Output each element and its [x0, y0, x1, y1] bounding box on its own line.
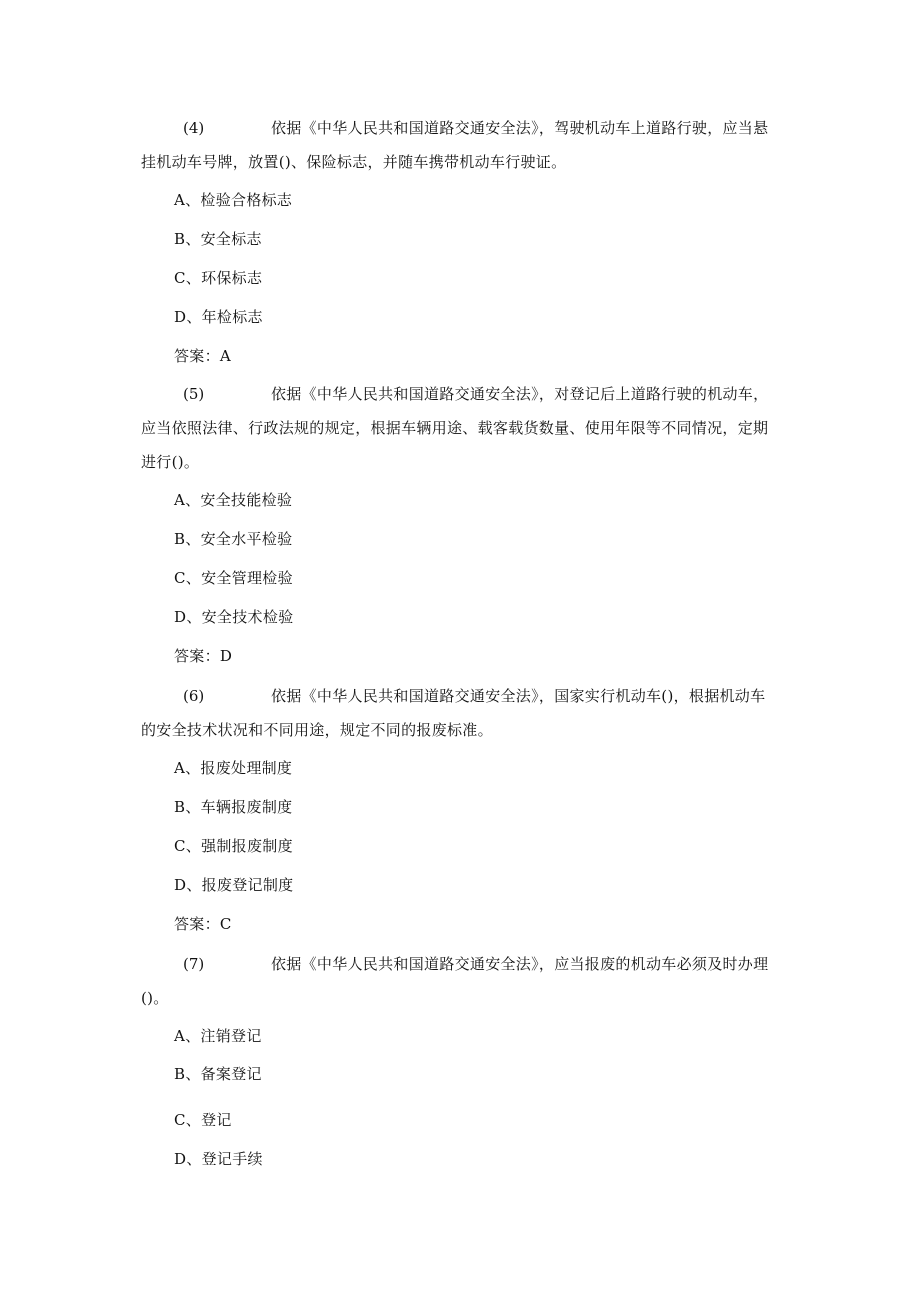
question-stem-line: ()。	[141, 989, 169, 1007]
option-a: A、注销登记	[174, 1027, 262, 1045]
question-stem-line: 依据《中华人民共和国道路交通安全法》，应当报废的机动车必须及时办理	[271, 955, 769, 973]
option-b: B、备案登记	[174, 1065, 262, 1083]
question-number: (6)	[183, 687, 205, 705]
answer: 答案：A	[174, 347, 232, 365]
option-b: B、车辆报废制度	[174, 798, 293, 816]
option-d: D、年检标志	[174, 308, 263, 326]
option-d: D、报废登记制度	[174, 876, 294, 894]
option-d: D、登记手续	[174, 1150, 263, 1168]
question-stem-line: 依据《中华人民共和国道路交通安全法》，国家实行机动车()，根据机动车	[271, 687, 766, 705]
option-a: A、报废处理制度	[174, 759, 293, 777]
option-d: D、安全技术检验	[174, 608, 294, 626]
question-stem-line: 依据《中华人民共和国道路交通安全法》，对登记后上道路行驶的机动车，	[271, 385, 769, 403]
question-stem-line: 的安全技术状况和不同用途，规定不同的报废标准。	[141, 721, 493, 739]
option-c: C、强制报废制度	[174, 837, 293, 855]
question-stem-line: 依据《中华人民共和国道路交通安全法》，驾驶机动车上道路行驶，应当悬	[271, 119, 769, 137]
question-number: (7)	[183, 955, 205, 973]
option-a: A、安全技能检验	[174, 491, 293, 509]
question-number: (5)	[183, 385, 205, 403]
option-b: B、安全水平检验	[174, 530, 293, 548]
question-stem-line: 应当依照法律、行政法规的规定，根据车辆用途、载客载货数量、使用年限等不同情况，定期	[141, 419, 769, 437]
option-c: C、登记	[174, 1111, 232, 1129]
option-b: B、安全标志	[174, 230, 262, 248]
question-number: (4)	[183, 119, 205, 137]
question-stem-line: 进行()。	[141, 453, 200, 471]
option-a: A、检验合格标志	[174, 191, 293, 209]
answer: 答案：C	[174, 915, 232, 933]
option-c: C、环保标志	[174, 269, 263, 287]
answer: 答案：D	[174, 647, 233, 665]
option-c: C、安全管理检验	[174, 569, 293, 587]
question-stem-line: 挂机动车号牌，放置()、保险标志，并随车携带机动车行驶证。	[141, 153, 567, 171]
